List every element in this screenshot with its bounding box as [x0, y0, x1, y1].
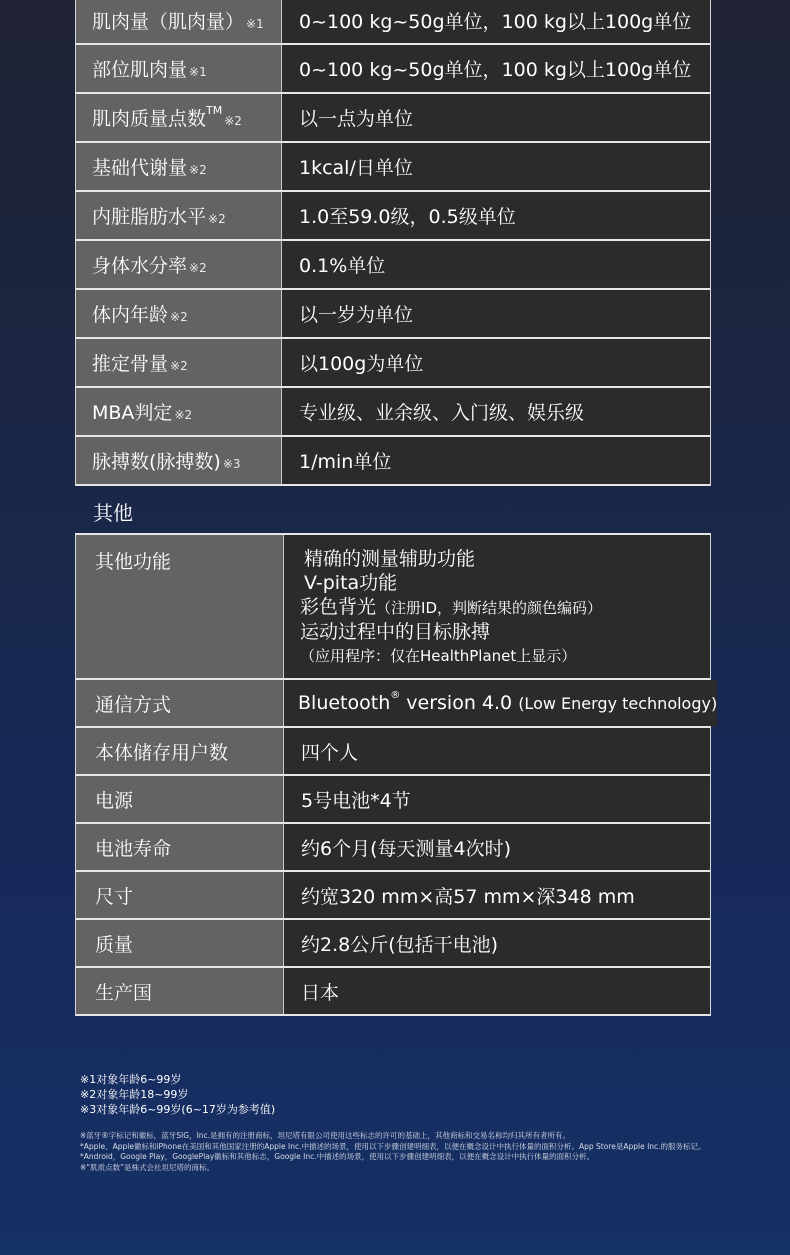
- spec-row-mba: [76, 388, 710, 437]
- footnotes: [80, 1072, 275, 1117]
- spec-row-users: [76, 728, 710, 776]
- spec-row-body-water: [76, 241, 710, 290]
- bluetooth-detail: (Low Energy technology): [518, 693, 718, 713]
- spec-label-text: 肌肉量（肌肉量）: [92, 11, 245, 33]
- footnote-mark: ※2: [208, 211, 226, 226]
- footnote-mark: ※2: [224, 113, 242, 128]
- spec-label-text: 肌肉质量点数: [92, 108, 207, 130]
- spec-row-metabolic-age: [76, 290, 710, 339]
- spec-label-text: MBA判定: [92, 402, 173, 424]
- registered-mark: ®: [390, 689, 401, 701]
- spec-row-origin: [76, 968, 710, 1016]
- spec-row-bone-mass: [76, 339, 710, 388]
- function-line: [300, 595, 602, 620]
- spec-value: 日本: [284, 968, 710, 1014]
- fine-print-line: ※“肌质点数”是株式会社坦尼塔的商标。: [80, 1162, 215, 1172]
- spec-label: [76, 143, 282, 190]
- function-line: 精确的测量辅助功能: [304, 548, 476, 570]
- section-title-other: 其他: [93, 501, 133, 525]
- function-line: 运动过程中的目标脉搏: [300, 621, 491, 643]
- footnote-mark: ※2: [170, 358, 188, 373]
- spec-value: 约2.8公斤(包括干电池): [284, 920, 710, 966]
- spec-value: 约6个月(每天测量4次时): [284, 824, 710, 870]
- spec-row-weight: [76, 920, 710, 968]
- function-line-detail: （注册ID，判断结果的颜色编码）: [376, 599, 602, 617]
- function-line: V-pita功能: [304, 572, 398, 594]
- spec-label-text: 部位肌肉量: [92, 59, 188, 81]
- other-spec-table: [75, 533, 718, 1016]
- spec-label: 质量: [76, 920, 284, 966]
- spec-row-muscle-mass: [76, 0, 710, 45]
- spec-value: 以一岁为单位: [282, 290, 710, 337]
- fine-print-line: *Apple、Apple徽标和iPhone在美国和其他国家注册的Apple Inc.中描述的场景，使用以下步骤创建明细表，以便在概念设计中执行体量的面积分析。App Store是Apple Inc.的服务标记。: [80, 1141, 706, 1151]
- spec-value: 1kcal/日单位: [282, 143, 710, 190]
- spec-label: [76, 339, 282, 386]
- spec-row-dimensions: [76, 872, 710, 920]
- spec-label: 本体储存用户数: [76, 728, 284, 774]
- spec-label-text: 身体水分率: [92, 255, 188, 277]
- spec-value: 四个人: [284, 728, 710, 774]
- footnote-mark: ※2: [189, 260, 207, 275]
- footnote-mark: ※2: [174, 407, 193, 422]
- bluetooth-version: version 4.0: [400, 692, 519, 714]
- spec-label: [76, 192, 282, 239]
- fine-print-line: ※蓝牙®字标记和徽标，蓝牙SIG，Inc.是拥有的注册商标，坦尼塔有限公司使用这些标志的许可的基础上，其他商标和交易名称均归其所有者所有。: [80, 1131, 571, 1140]
- footnote: ※3对象年龄6~99岁(6~17岁为参考值): [80, 1103, 276, 1116]
- spec-value: 1.0至59.0级，0.5级单位: [282, 192, 710, 239]
- spec-label-text: 基础代谢量: [92, 157, 188, 179]
- spec-row-bmr: [76, 143, 710, 192]
- fine-print-line: *Android，Google Play，GooglePlay徽标和其他标志，Google Inc.中描述的场景，使用以下步骤创建明细表，以便在概念设计中执行体量的面积分析。: [80, 1152, 595, 1161]
- spec-value: 1/min单位: [282, 437, 710, 484]
- spec-label: 电源: [76, 776, 284, 822]
- spec-value: 0~100 kg~50g单位，100 kg以上100g单位: [282, 0, 710, 43]
- spec-row-segment-muscle: [76, 45, 710, 94]
- footnote-mark: ※1: [189, 64, 207, 79]
- spec-row-muscle-quality: [76, 94, 710, 143]
- spec-row-power: [76, 776, 710, 824]
- spec-label: [76, 388, 282, 435]
- spec-value: 5号电池*4节: [284, 776, 710, 822]
- spec-label: [76, 241, 282, 288]
- spec-label-text: 体内年龄: [92, 304, 169, 326]
- footnote-mark: ※2: [189, 162, 207, 177]
- footnote-mark: ※3: [222, 456, 241, 471]
- spec-value-bluetooth: [284, 680, 717, 726]
- spec-row-other-functions: [76, 535, 710, 680]
- spec-label: [76, 290, 282, 337]
- spec-label-text: 内脏脂肪水平: [92, 206, 207, 228]
- function-line-text: 彩色背光: [300, 596, 377, 618]
- function-line-detail: （应用程序：仅在HealthPlanet上显示）: [300, 647, 577, 665]
- spec-label: 生产国: [76, 968, 284, 1014]
- spec-label: 通信方式: [76, 680, 284, 726]
- spec-value: 0~100 kg~50g单位，100 kg以上100g单位: [282, 45, 710, 92]
- spec-label: [76, 45, 282, 92]
- fine-print: [80, 1131, 780, 1173]
- spec-row-pulse: [76, 437, 710, 486]
- spec-label-text: 脉搏数(脉搏数): [92, 451, 221, 473]
- spec-row-communication: [76, 680, 718, 728]
- spec-label: 其他功能: [76, 535, 284, 678]
- measurement-spec-table: [75, 0, 711, 486]
- footnote: ※2对象年龄18~99岁: [80, 1088, 189, 1101]
- spec-row-visceral-fat: [76, 192, 710, 241]
- spec-label: 电池寿命: [76, 824, 284, 870]
- footnote: ※1对象年龄6~99岁: [80, 1073, 182, 1086]
- spec-value: 以100g为单位: [282, 339, 710, 386]
- trademark-mark: TM: [206, 104, 223, 117]
- spec-value: 约宽320 mm×高57 mm×深348 mm: [284, 872, 710, 918]
- spec-value: 以一点为单位: [282, 94, 710, 141]
- spec-value: 0.1%单位: [282, 241, 710, 288]
- spec-label: [76, 0, 282, 43]
- spec-label: 尺寸: [76, 872, 284, 918]
- footnote-mark: ※2: [170, 309, 188, 324]
- spec-row-battery-life: [76, 824, 710, 872]
- bluetooth-name: Bluetooth: [298, 692, 391, 714]
- footnote-mark: ※1: [246, 16, 264, 31]
- spec-label: [76, 437, 282, 484]
- spec-label-text: 推定骨量: [92, 353, 169, 375]
- spec-value: 专业级、业余级、入门级、娱乐级: [282, 388, 710, 435]
- functions-list: [284, 535, 710, 678]
- spec-label: [76, 94, 282, 141]
